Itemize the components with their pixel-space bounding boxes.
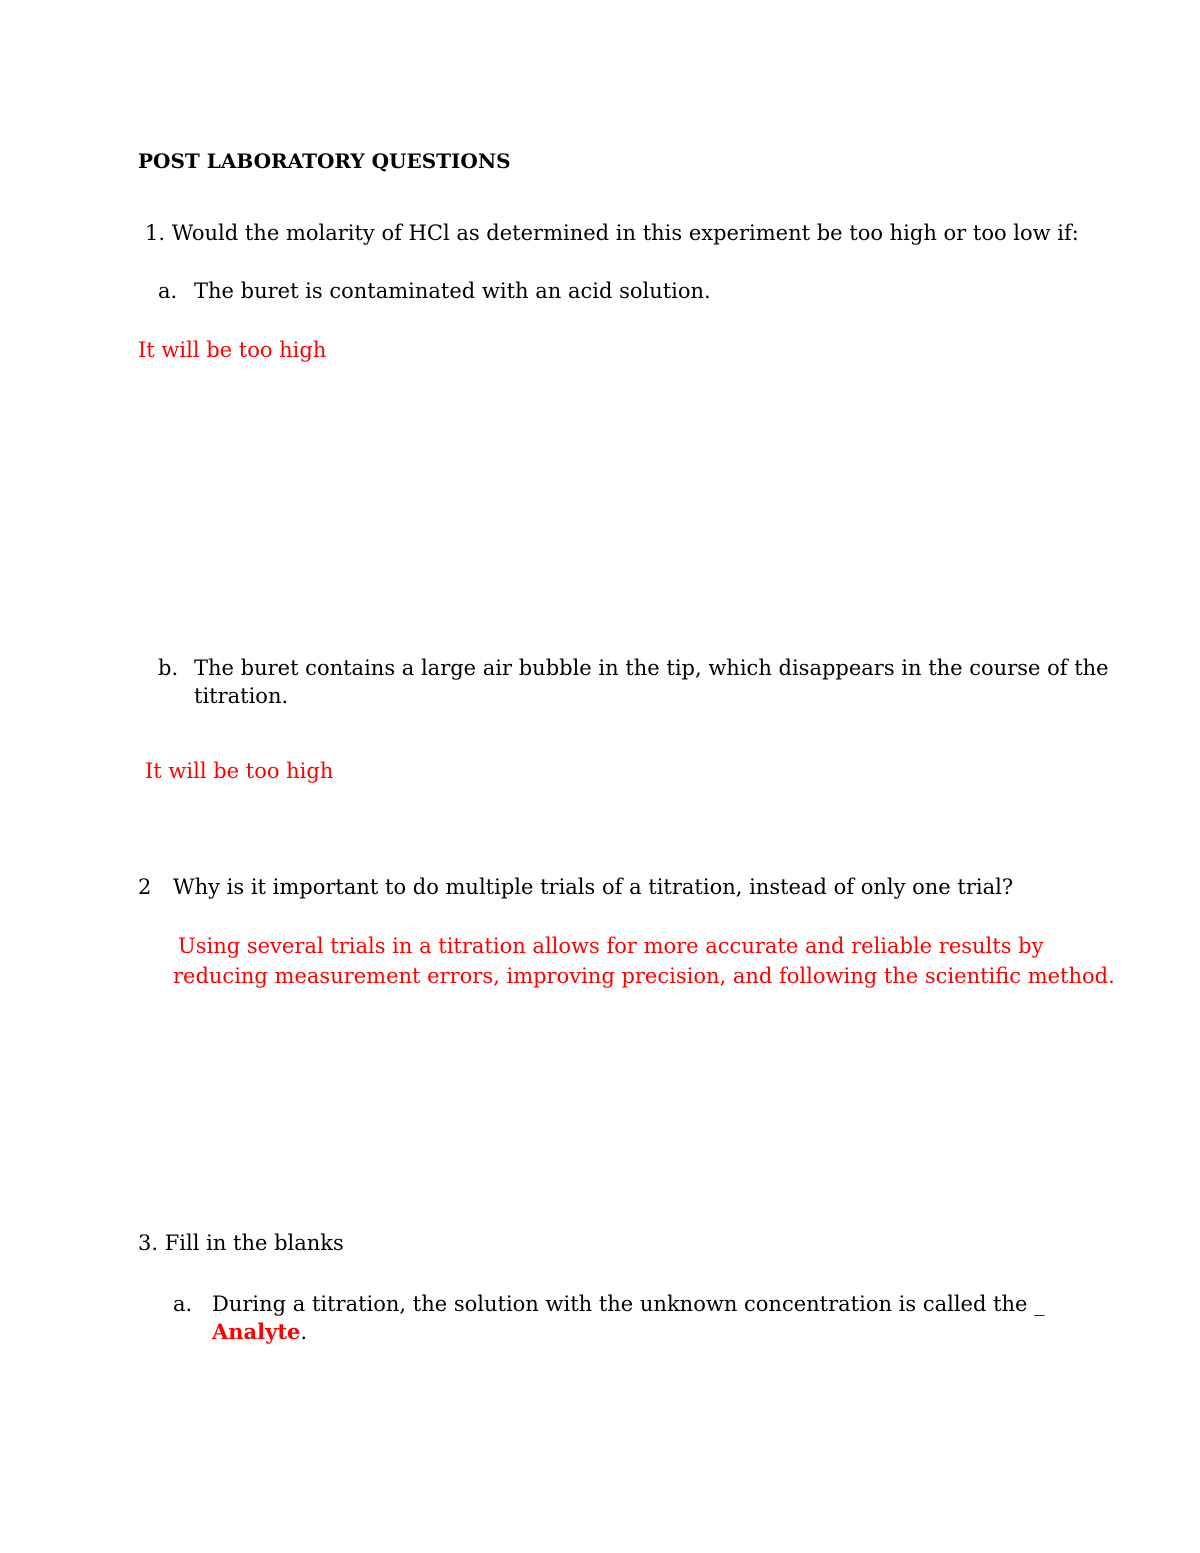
question-2-number: 2 — [138, 875, 152, 899]
question-3a-marker: a. — [173, 1292, 193, 1316]
question-1-text: 1. Would the molarity of HCl as determined in this experiment be too high or too low if: — [145, 221, 1079, 245]
answer-2-line1: Using several trials in a titration allows for more accurate and reliable results by — [178, 934, 1044, 958]
answer-3a: Analyte — [212, 1319, 301, 1344]
question-1a-marker: a. — [158, 279, 178, 303]
question-1b-marker: b. — [158, 656, 179, 680]
question-2-text: Why is it important to do multiple trials of a titration, instead of only one trial? — [173, 875, 1014, 899]
answer-3a-line — [212, 1318, 307, 1346]
question-3-text: 3. Fill in the blanks — [138, 1231, 344, 1255]
answer-2-line2: reducing measurement errors, improving precision, and following the scientific method. — [173, 964, 1115, 988]
question-1b-text-line1: The buret contains a large air bubble in the tip, which disappears in the course of the — [194, 656, 1109, 680]
answer-1b: It will be too high — [145, 759, 334, 783]
question-1a-text: The buret is contaminated with an acid solution. — [194, 279, 711, 303]
question-3a-text: During a titration, the solution with the unknown concentration is called the _ — [212, 1292, 1045, 1316]
answer-3a-period: . — [300, 1320, 308, 1344]
question-1b-text-line2: titration. — [194, 684, 289, 708]
page-title: POST LABORATORY QUESTIONS — [138, 149, 511, 173]
answer-1a: It will be too high — [138, 338, 327, 362]
